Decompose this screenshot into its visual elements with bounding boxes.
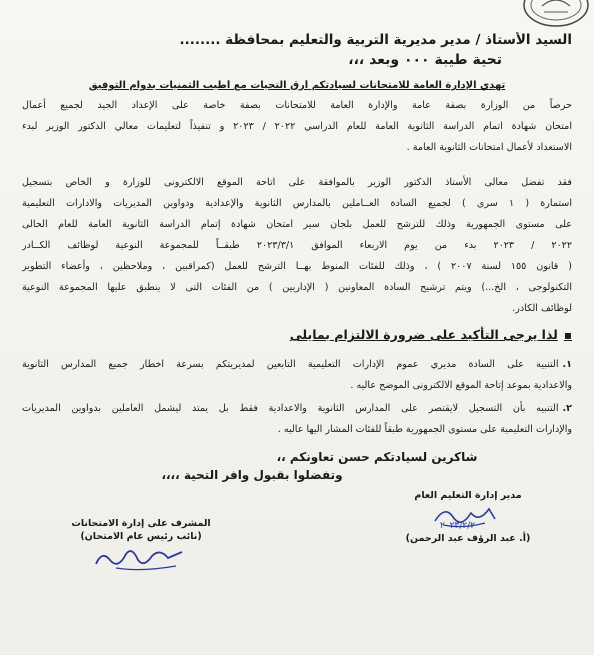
paragraph-line: التكنولوجى ، الخ...) ويتم ترشيح السادة المعاونين ( الإداريين ) من الفئات التى لا ينطبق عليها المجموعة النوعية xyxy=(22,282,572,293)
approval-paragraph xyxy=(22,172,572,319)
list-item xyxy=(22,398,572,440)
list-item xyxy=(22,354,572,396)
item-text: التنبيه بأن التسجيل لايقتصر على المدارس الثانوية والاعدادية فقط بل يمتد ليشمل العاملين بدواوين المديريات xyxy=(22,403,559,414)
item-number: ١. xyxy=(562,359,572,370)
paragraph-line: لوظائف الكادر. xyxy=(512,303,572,314)
closing-line: وتفضلوا بقبول وافر التحية ،،،، xyxy=(161,468,343,482)
handwritten-signature-icon xyxy=(86,542,196,574)
subject-line: تهدي الإدارة العامة للامتحانات لسيادتكم أرق التحيات مع أطيب التمنيات بدوام التوفيق xyxy=(88,80,506,91)
ministry-seal-icon xyxy=(520,0,592,28)
paragraph-line: على مستوى الجمهورية وذلك للترشح للعمل بلجان سير امتحان شهادة إتمام الدراسة الثانوية العامة للعام الحالى xyxy=(22,219,572,230)
paragraph-line: استمارة ( ١ سرى ) لجميع السادة العــاملين بالمدارس الثانوية والإعدادية ودواوين المديريات والادارات التعليمية xyxy=(22,198,572,209)
emphasis-heading xyxy=(22,327,572,342)
signatory-name: (أ. عبد الرؤف عبد الرحمن) xyxy=(405,533,531,544)
paragraph-line: حرصاً من الوزارة بصفة عامة والإدارة العامة للامتحانات بصفة خاصة على الإعداد الجيد لجميع أعمال xyxy=(22,100,572,111)
paragraph-line: الاستعداد لأعمال امتحانات الثانوية العامة . xyxy=(406,142,572,153)
signature-block xyxy=(22,490,572,610)
addressee-line: السيد الأستاذ / مدير مديرية التربية والتعليم بمحافظة ........ xyxy=(179,32,572,48)
item-text: والاعدادية بموعد إتاحة الموقع الالكترونى الموضح عاليه . xyxy=(350,380,572,391)
paragraph-line: ٢٠٢٢ / ٢٠٢٣ بدء من يوم الاربعاء الموافق ٢٠٢٣/٣/١ طبقــاً للمجموعة النوعية لوظائف الكــادر xyxy=(22,240,572,251)
item-number: ٢. xyxy=(562,403,572,414)
signatory-subtitle: (نائب رئيس عام الامتحان) xyxy=(80,531,202,542)
paragraph-line: فقد تفضل معالى الأستاذ الدكتور الوزير بالموافقة على اتاحة الموقع الالكترونى للوزارة و الخاص بتسجيل xyxy=(22,177,572,188)
thanks-line: شاكرين لسيادتكم حسن تعاونكم ،، xyxy=(276,450,478,464)
greeting-line: تحية طيبة ٠٠٠ وبعد ،،، xyxy=(348,52,502,68)
paragraph-line: ( قانون ١٥٥ لسنة ٢٠٠٧ ) ، وذلك للفئات المنوط بهــا الترشح للعمل (كمراقبين ، وملاحظين ، وأعضاء التطوير xyxy=(22,261,572,272)
intro-paragraph xyxy=(22,95,572,158)
item-text: التنبيه على السادة مديري عموم الإدارات التعليمية التابعين لمديريتكم بسرعة اخطار جميع المدارس الثانوية xyxy=(22,359,559,370)
bullet-icon: ▪ xyxy=(563,327,572,342)
item-text: والإدارات التعليمية على مستوى الجمهورية طبقاً للفئات المشار اليها عاليه . xyxy=(277,424,572,435)
general-education-signature xyxy=(378,490,558,544)
emphasis-text: لذا يرجى التأكيد على ضرورة الالتزام بمايلى xyxy=(289,327,558,342)
signatory-title: مدير إدارة التعليم العام xyxy=(414,490,522,501)
handwritten-date: ٢٠٢٣/٢/٢ xyxy=(439,521,475,531)
exams-supervisor-signature xyxy=(46,518,236,574)
signatory-title: المشرف على إدارة الامتحانات xyxy=(71,518,211,529)
handwritten-signature-icon xyxy=(423,501,513,531)
paragraph-line: امتحان شهادة اتمام الدراسة الثانوية العامة للعام الدراسي ٢٠٢٢ / ٢٠٢٣ و تنفيذاً لتعليمات معالي الدكتور الوزير لبدء xyxy=(22,121,572,132)
